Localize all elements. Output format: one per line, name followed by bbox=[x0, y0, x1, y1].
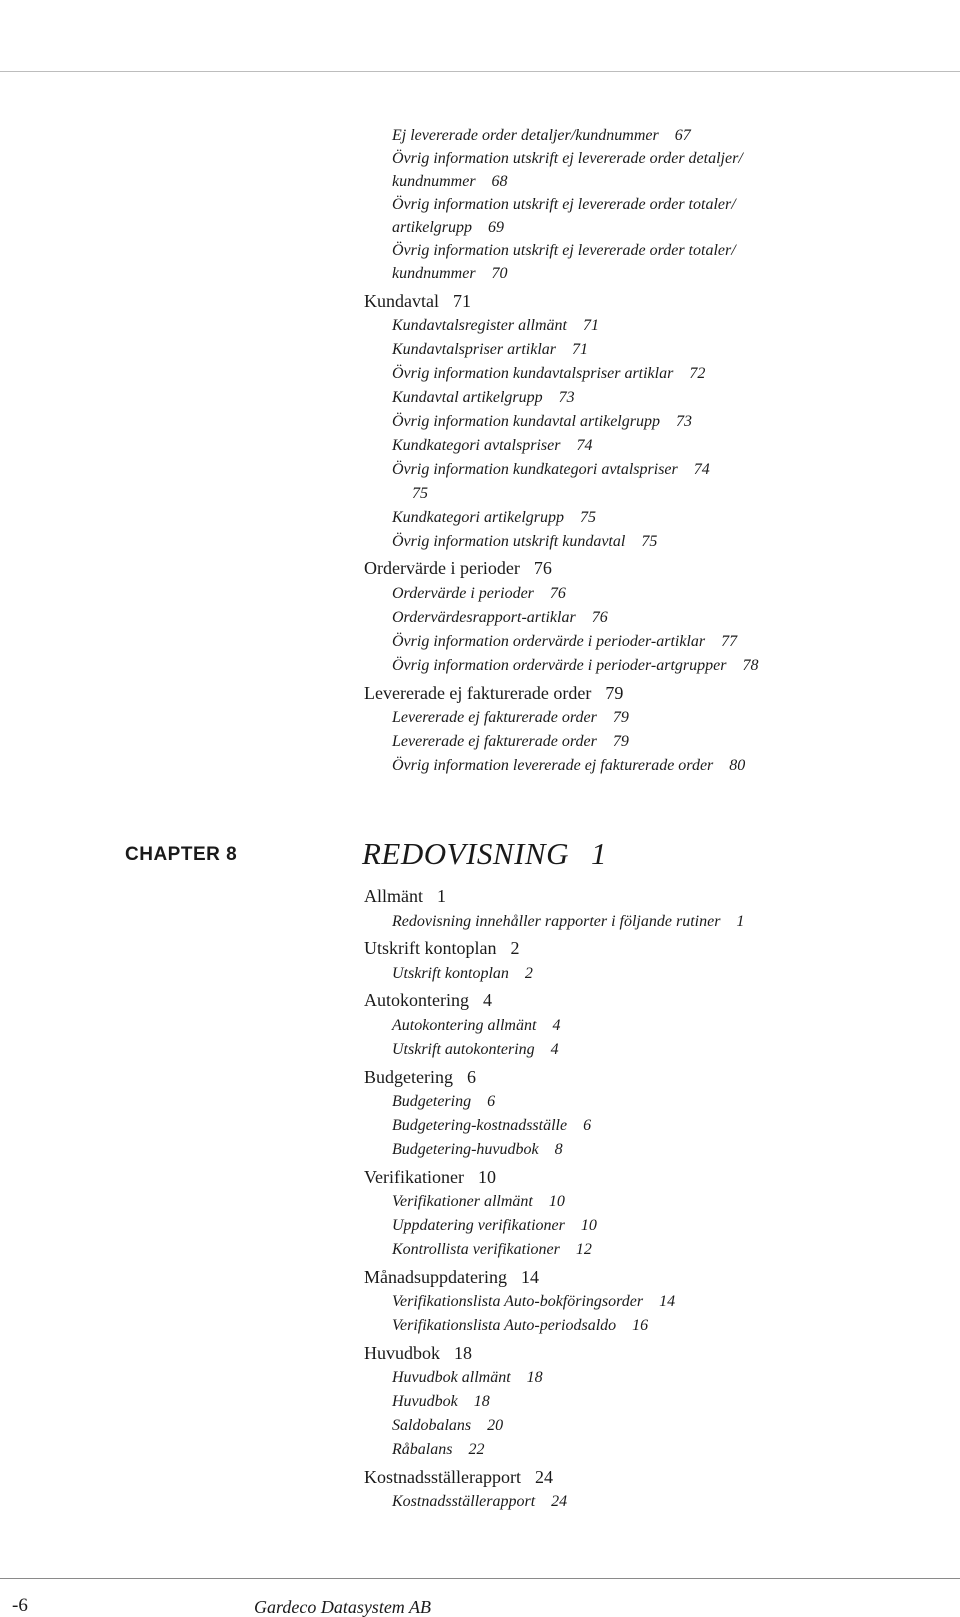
toc-section: Månadsuppdatering 14 bbox=[364, 1267, 539, 1287]
toc-entry: Huvudbok allmänt 18 bbox=[392, 1369, 543, 1386]
toc-section: Budgetering 6 bbox=[364, 1067, 476, 1087]
toc-entry: Övrig information utskrift kundavtal 75 bbox=[392, 533, 658, 550]
toc-entry: Övrig information ordervärde i perioder-artgrupper 78 bbox=[392, 657, 759, 674]
toc-entry: Kundavtalspriser artiklar 71 bbox=[392, 341, 589, 358]
toc-entry: Ordervärde i perioder 76 bbox=[392, 585, 566, 602]
toc-section: Utskrift kontoplan 2 bbox=[364, 938, 520, 958]
toc-entry: 75 bbox=[412, 485, 428, 502]
toc-entry: Övrig information utskrift ej levererade order totaler/ bbox=[392, 196, 736, 213]
footer-page-number: -6 bbox=[12, 1595, 28, 1616]
toc-section: Kostnadsställerapport 24 bbox=[364, 1467, 553, 1487]
toc-entry: Uppdatering verifikationer 10 bbox=[392, 1217, 597, 1234]
chapter-title: REDOVISNING 1 bbox=[362, 836, 607, 871]
toc-section: Autokontering 4 bbox=[364, 990, 492, 1010]
toc-entry: Övrig information utskrift ej levererade order detaljer/ bbox=[392, 150, 743, 167]
toc-entry: Verifikationslista Auto-bokföringsorder 14 bbox=[392, 1293, 676, 1310]
toc-entry: Kostnadsställerapport 24 bbox=[392, 1493, 568, 1510]
toc-entry: Utskrift kontoplan 2 bbox=[392, 965, 533, 982]
toc-section: Levererade ej fakturerade order 79 bbox=[364, 683, 624, 703]
footer-rule bbox=[0, 1578, 960, 1579]
toc-entry: kundnummer 70 bbox=[392, 265, 508, 282]
toc-section: Verifikationer 10 bbox=[364, 1167, 496, 1187]
toc-section: Ordervärde i perioder 76 bbox=[364, 558, 552, 578]
toc-entry: Levererade ej fakturerade order 79 bbox=[392, 709, 629, 726]
toc-entry: Övrig information kundavtal artikelgrupp 73 bbox=[392, 413, 692, 430]
toc-entry: Råbalans 22 bbox=[392, 1441, 485, 1458]
toc-entry: Autokontering allmänt 4 bbox=[392, 1017, 561, 1034]
toc-entry: Kundkategori avtalspriser 74 bbox=[392, 437, 593, 454]
toc-entry: Övrig information kundavtalspriser artiklar 72 bbox=[392, 365, 706, 382]
top-rule bbox=[0, 71, 960, 72]
toc-entry: Huvudbok 18 bbox=[392, 1393, 490, 1410]
toc-entry: Övrig information kundkategori avtalspriser 74 bbox=[392, 461, 710, 478]
toc-entry: Verifikationslista Auto-periodsaldo 16 bbox=[392, 1317, 649, 1334]
toc-entry: Ordervärdesrapport-artiklar 76 bbox=[392, 609, 608, 626]
toc-entry: Saldobalans 20 bbox=[392, 1417, 504, 1434]
toc-entry: Kontrollista verifikationer 12 bbox=[392, 1241, 592, 1258]
toc-entry: Budgetering-huvudbok 8 bbox=[392, 1141, 563, 1158]
toc-entry: Övrig information levererade ej fakturerade order 80 bbox=[392, 757, 746, 774]
toc-section: Huvudbok 18 bbox=[364, 1343, 472, 1363]
toc-entry: artikelgrupp 69 bbox=[392, 219, 504, 236]
toc-entry: Kundavtalsregister allmänt 71 bbox=[392, 317, 599, 334]
toc-entry: Utskrift autokontering 4 bbox=[392, 1041, 559, 1058]
toc-section: Allmänt 1 bbox=[364, 886, 446, 906]
toc-entry: Verifikationer allmänt 10 bbox=[392, 1193, 565, 1210]
toc-entry: Övrig information utskrift ej levererade order totaler/ bbox=[392, 242, 736, 259]
toc-entry: Ej levererade order detaljer/kundnummer 67 bbox=[392, 127, 691, 144]
toc-entry: Kundkategori artikelgrupp 75 bbox=[392, 509, 596, 526]
toc-entry: Kundavtal artikelgrupp 73 bbox=[392, 389, 575, 406]
toc-entry: Budgetering 6 bbox=[392, 1093, 496, 1110]
chapter-label: CHAPTER 8 bbox=[125, 844, 238, 865]
toc-entry: Levererade ej fakturerade order 79 bbox=[392, 733, 629, 750]
toc-entry: Budgetering-kostnadsställe 6 bbox=[392, 1117, 592, 1134]
toc-entry: Övrig information ordervärde i perioder-artiklar 77 bbox=[392, 633, 738, 650]
footer-company-name: Gardeco Datasystem AB bbox=[254, 1597, 431, 1617]
toc-section: Kundavtal 71 bbox=[364, 291, 471, 311]
toc-entry: kundnummer 68 bbox=[392, 173, 508, 190]
toc-entry: Redovisning innehåller rapporter i följande rutiner 1 bbox=[392, 913, 745, 930]
